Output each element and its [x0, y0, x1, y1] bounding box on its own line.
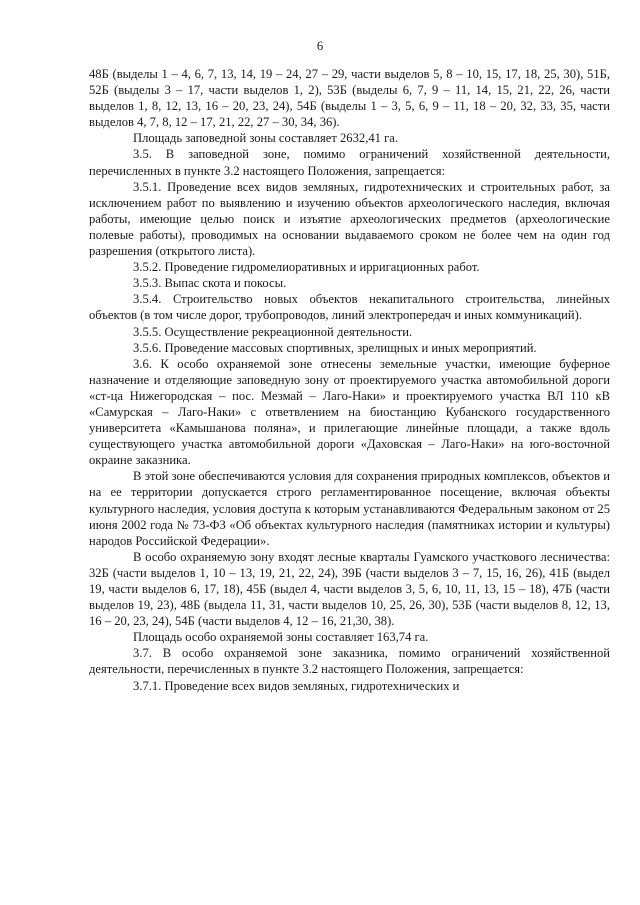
paragraph: 3.5. В заповедной зоне, помимо ограничений хозяйственной деятельности, перечисленных в пункте 3.2 настоящего Положения, запрещается: [89, 147, 610, 178]
paragraph: Площадь заповедной зоны составляет 2632,41 га. [133, 131, 398, 146]
paragraph: Площадь особо охраняемой зоны составляет 163,74 га. [133, 630, 429, 645]
paragraph: 3.5.4. Строительство новых объектов некапитального строительства, линейных объектов (в том числе дорог, трубопроводов, линий электропередач и иных коммуникаций). [89, 292, 610, 323]
paragraph: 3.6. К особо охраняемой зоне отнесены земельные участки, имеющие буферное назначение и отделяющие заповедную зону от проектируемого участка автомобильной дороги «ст-ца Нижегородская – пос. Мезмай – Лаго-Наки» и проектируемого участка ВЛ 110 кВ «Самурская – Лаго-Наки» с ответвлением на биостанцию Кубанского государственного университета «Камышанова поляна», и прилегающие линейные площади, а также вдоль существующего участка автомобильной дороги «Даховская – Лаго-Наки» на юго-восточной окраине заказника. [89, 356, 610, 468]
paragraph: В этой зоне обеспечиваются условия для сохранения природных комплексов, объектов и на ее территории допускается строго регламентированное посещение, включая объекты культурного наследия, условия доступа к которым устанавливаются Федеральным законом от 25 июня 2002 года № 73-ФЗ «Об объектах культурного наследия (памятниках истории и культуры) народов Российской Федерации». [89, 469, 610, 548]
paragraph: 48Б (выделы 1 – 4, 6, 7, 13, 14, 19 – 24, 27 – 29, части выделов 5, 8 – 10, 15, 17, 18, 25, 30), 51Б, 52Б (выделы 3 – 17, части выделов 1, 2), 53Б (выделы 6, 7, 9 – 11, 14, 15, 21, 22, 26, части выделов 1, 8, 12, 13, 16 – 20, 23, 24), 54Б (выделы 1 – 3, 5, 6, 9 – 11, 18 – 20, 32, 33, 35, части выделов 4, 7, 8, 12 – 17, 21, 22, 27 – 30, 34, 36). [89, 67, 610, 130]
paragraph: 3.5.1. Проведение всех видов земляных, гидротехнических и строительных работ, за исключением работ по выявлению и изучению объектов археологического наследия, включая работы, имеющие целью поиск и изъятие археологических предметов (археологические полевые работы), проводимых на основании выдаваемого сроком не более чем на один год разрешения (открытого листа). [89, 179, 610, 259]
paragraph: 3.7. В особо охраняемой зоне заказника, помимо ограничений хозяйственной деятельности, перечисленных в пункте 3.2 настоящего Положения, запрещается: [89, 646, 610, 677]
page-number: 6 [316, 39, 324, 53]
paragraph: 3.5.3. Выпас скота и покосы. [133, 276, 287, 291]
paragraph: 3.5.2. Проведение гидромелиоративных и ирригационных работ. [133, 260, 480, 275]
paragraph: 3.5.6. Проведение массовых спортивных, зрелищных и иных мероприятий. [133, 340, 537, 355]
paragraph: 3.5.5. Осуществление рекреационной деятельности. [133, 324, 413, 339]
document-body [89, 66, 610, 694]
paragraph: В особо охраняемую зону входят лесные кварталы Гуамского участкового лесничества: 32Б (части выделов 1, 10 – 13, 19, 21, 22, 24), 39Б (части выделов 3 – 7, 15, 16, 26), 41Б (выдел 19, части выделов 6, 17, 18), 45Б (выдел 4, части выделов 3, 5, 6, 10, 11, 13, 15 – 18), 47Б (части выделов 19, 23), 48Б (выдела 11, 31, части выделов 10, 25, 26, 30), 53Б (части выделов 8, 12, 13, 16 – 20, 23, 24), 54Б (части выделов 4, 12 – 16, 21,30, 38). [89, 549, 610, 629]
paragraph: 3.7.1. Проведение всех видов земляных, гидротехнических и [133, 678, 460, 693]
